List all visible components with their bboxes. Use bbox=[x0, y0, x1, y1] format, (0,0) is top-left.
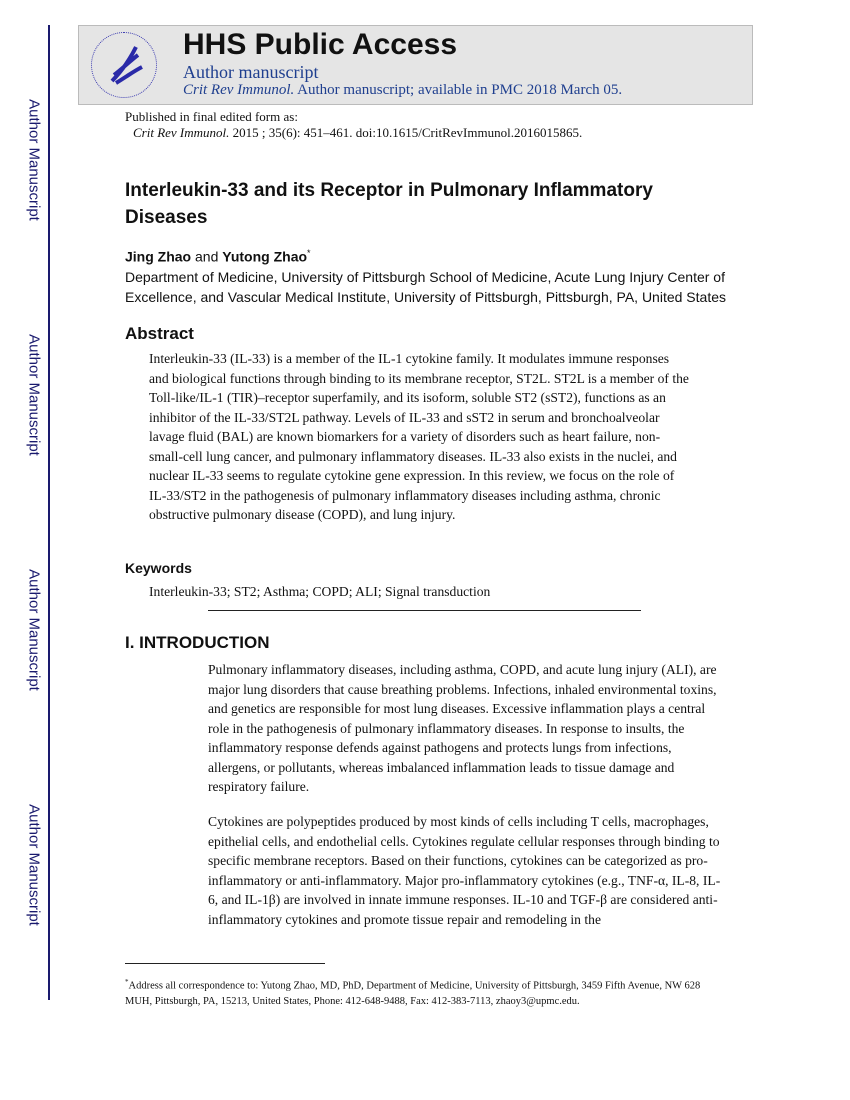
article-title: Interleukin-33 and its Receptor in Pulmonary Inflammatory Diseases bbox=[125, 180, 653, 228]
side-label: Author Manuscript bbox=[25, 334, 43, 456]
citation: Crit Rev Immunol. 2015 ; 35(6): 451–461. doi:10.1615/CritRevImmunol.2016015865. bbox=[133, 125, 583, 140]
keywords-heading: Keywords bbox=[125, 560, 192, 576]
intro-paragraph: Pulmonary inflammatory diseases, including asthma, COPD, and acute lung injury (ALI), are major lung disorders that cause breathing problems. Infections, inhaled environmental toxins, and genetics are responsible for most lung diseases. Excessive inflammation plays a central role in the pathogenesis of pulmonary inflammatory diseases. In response to insults, the inflammatory response defends against pathogens and protects lungs from infections, allergens, or pollutants, whereas imbalanced inflammation leads to tissue damage and respiratory failure. bbox=[208, 662, 717, 794]
margin-rule bbox=[48, 25, 50, 1000]
hhs-eagle-logo-icon bbox=[91, 32, 157, 98]
availability: Crit Rev Immunol. Author manuscript; available in PMC 2018 March 05. bbox=[183, 82, 623, 98]
affiliation: Department of Medicine, University of Pittsburgh School of Medicine, Acute Lung Injury Center of Excellence, and Vascular Medical Institute, University of Pittsburgh, Pittsburgh, PA, United States bbox=[125, 269, 726, 305]
header-subtitle: Author manuscript bbox=[183, 62, 319, 82]
side-label: Author Manuscript bbox=[25, 569, 43, 691]
keywords-text: Interleukin-33; ST2; Asthma; COPD; ALI; Signal transduction bbox=[149, 584, 491, 599]
hhs-header bbox=[78, 25, 753, 105]
header-title: HHS Public Access bbox=[183, 28, 457, 61]
side-label: Author Manuscript bbox=[25, 99, 43, 221]
abstract-text: Interleukin-33 (IL-33) is a member of the IL-1 cytokine family. It modulates immune responses and biological functions through binding to its membrane receptor, ST2L. ST2L is a member of the Toll-like/IL-1 (TIR)–receptor superfamily, and its isoform, soluble ST2 (sST2), functions as an inhibitor of the IL-33/ST2L pathway. Levels of IL-33 and sST2 in serum and bronchoalveolar lavage fluid (BAL) are known biomarkers for a variety of disorders such as heart failure, non-small-cell lung cancer, and pulmonary inflammatory diseases. IL-33 also exists in the nuclei, and nuclear IL-33 seems to regulate cytokine gene expression. In this review, we focus on the role of IL-33/ST2 in the pathogenesis of pulmonary inflammatory diseases including asthma, chronic obstructive pulmonary disease (COPD), and lung injury. bbox=[149, 351, 689, 522]
footnote-rule bbox=[125, 963, 325, 964]
intro-paragraph: Cytokines are polypeptides produced by most kinds of cells including T cells, macrophages, epithelial cells, and endothelial cells. Cytokines regulate cellular responses through binding to specific membrane receptors. Based on their functions, cytokines can be categorized as pro-inflammatory or anti-inflammatory. Major pro-inflammatory cytokines (e.g., TNF-α, IL-8, IL-6, and IL-1β) are involved in innate immune responses. IL-10 and TGF-β are considered anti-inflammatory cytokines and promote tissue repair and remodeling in the bbox=[208, 814, 721, 927]
intro-heading: I. INTRODUCTION bbox=[125, 633, 270, 652]
authors: Jing Zhao and Yutong Zhao* bbox=[125, 248, 311, 265]
abstract-heading: Abstract bbox=[125, 324, 194, 343]
side-label: Author Manuscript bbox=[25, 804, 43, 926]
footnote: *Address all correspondence to: Yutong Zhao, MD, PhD, Department of Medicine, University of Pittsburgh, 3459 Fifth Avenue, NW 628 MUH, Pittsburgh, PA, 15213, United States, Phone: 412-648-9488, Fax: 412-383-7113, zhaoy3@upmc.edu. bbox=[125, 978, 701, 1007]
separator bbox=[208, 610, 641, 611]
published-label: Published in final edited form as: bbox=[125, 109, 298, 124]
